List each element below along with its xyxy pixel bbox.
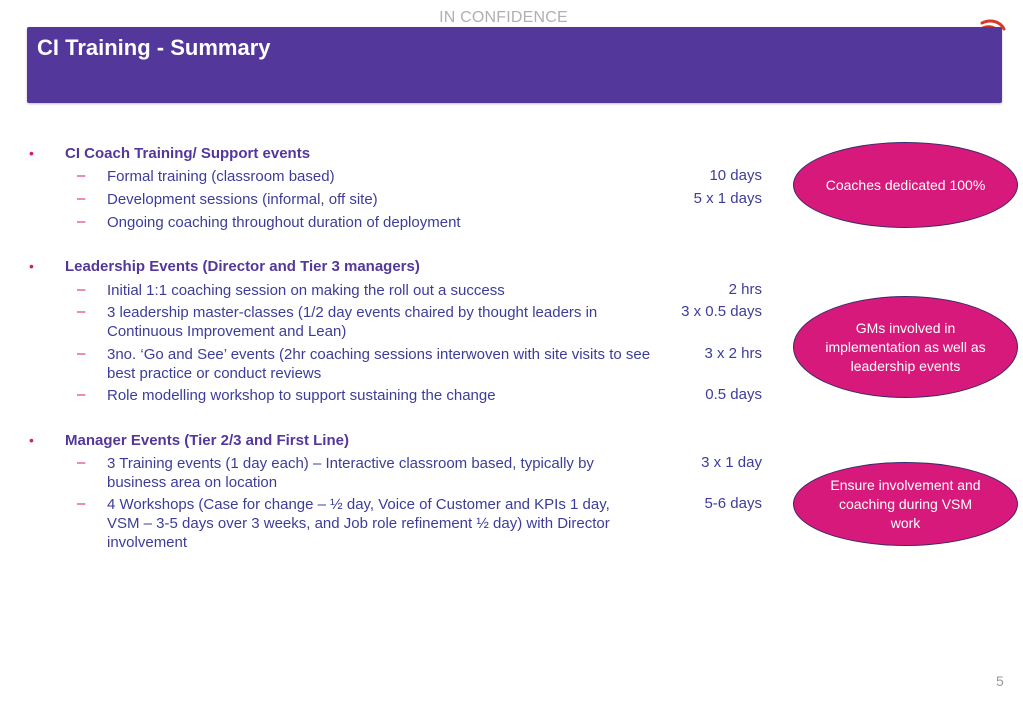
page-title: CI Training - Summary	[37, 35, 271, 60]
page-number: 5	[996, 673, 1004, 689]
list-item-text: 3 Training events (1 day each) – Interactive classroom based, typically by business area on location	[107, 455, 594, 491]
list-item-duration: 3 x 0.5 days	[681, 303, 762, 320]
callout-gms: GMs involved in implementation as well as leadership events	[793, 296, 1018, 398]
callout-vsm: Ensure involvement and coaching during VSM work	[793, 462, 1018, 546]
list-item-text: Ongoing coaching throughout duration of deployment	[107, 214, 461, 231]
section-heading: Leadership Events (Director and Tier 3 managers)	[65, 258, 420, 275]
list-item-duration: 2 hrs	[728, 281, 762, 298]
section-heading: Manager Events (Tier 2/3 and First Line)	[65, 432, 349, 449]
list-item-duration: 5-6 days	[704, 495, 762, 512]
title-bar	[27, 27, 1002, 103]
section-heading: CI Coach Training/ Support events	[65, 145, 311, 162]
list-item-text: 3 leadership master-classes (1/2 day events chaired by thought leaders in Continuous Improvement and Lean)	[107, 304, 598, 340]
dash-icon: –	[77, 281, 86, 298]
list-item-text: 3no. ‘Go and See’ events (2hr coaching sessions interwoven with site visits to see best practice or conduct reviews	[107, 346, 651, 382]
list-item-text: Development sessions (informal, off site)	[107, 191, 378, 208]
list-item-duration: 3 x 2 hrs	[704, 345, 762, 362]
callout-coaches: Coaches dedicated 100%	[793, 142, 1018, 228]
dash-icon: –	[77, 454, 86, 471]
list-item-duration: 10 days	[709, 167, 762, 184]
bullet-icon: •	[29, 145, 34, 161]
bullet-icon: •	[29, 432, 34, 448]
dash-icon: –	[77, 167, 86, 184]
list-item-text: Initial 1:1 coaching session on making the roll out a success	[107, 282, 505, 299]
confidentiality-label: IN CONFIDENCE	[439, 9, 568, 26]
dash-icon: –	[77, 495, 86, 512]
list-item-duration: 3 x 1 day	[701, 454, 762, 471]
list-item-text: 4 Workshops (Case for change – ½ day, Voice of Customer and KPIs 1 day, VSM – 3-5 days over 3 weeks, and Job role refinement ½ day) with Director involvement	[107, 496, 610, 551]
bullet-icon: •	[29, 258, 34, 274]
dash-icon: –	[77, 190, 86, 207]
dash-icon: –	[77, 386, 86, 403]
list-item-duration: 5 x 1 days	[693, 190, 762, 207]
list-item-text: Role modelling workshop to support sustaining the change	[107, 387, 496, 404]
dash-icon: –	[77, 213, 86, 230]
list-item-text: Formal training (classroom based)	[107, 168, 335, 185]
dash-icon: –	[77, 345, 86, 362]
dash-icon: –	[77, 303, 86, 320]
list-item-duration: 0.5 days	[705, 386, 762, 403]
